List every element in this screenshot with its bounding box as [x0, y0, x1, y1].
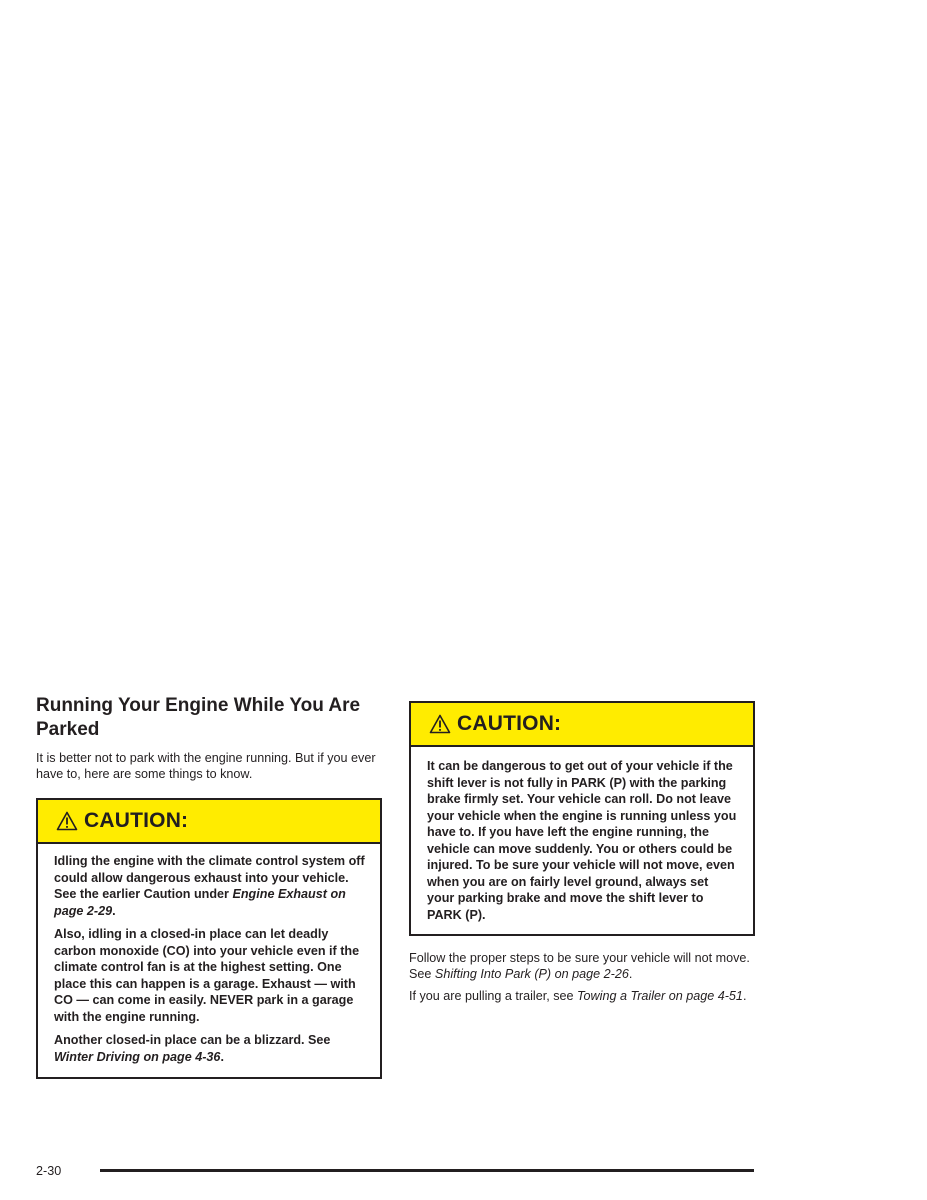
- caution-header-right: [411, 703, 753, 747]
- follow-steps-paragraph: [409, 950, 755, 982]
- caution-left-paragraph-3: [54, 1032, 366, 1065]
- section-intro: It is better not to park with the engine running. But if you ever have to, here are some things to know.: [36, 751, 376, 781]
- cross-reference-towing-trailer[interactable]: Towing a Trailer on page 4-51: [577, 989, 743, 1003]
- caution-body-right: [411, 747, 753, 934]
- cross-reference-shifting-into-park[interactable]: Shifting Into Park (P) on page 2-26: [434, 967, 629, 981]
- caution-left-p1-text: Idling the engine with the climate control system off could allow dangerous exhaust into your vehicle. See the earlier Caution under: [54, 854, 365, 901]
- section-heading: Running Your Engine While You Are Parked: [36, 695, 361, 740]
- trailer-paragraph: [409, 988, 755, 1004]
- caution-left-p3-end: .: [220, 1049, 224, 1064]
- caution-left-paragraph-2: Also, idling in a closed-in place can let deadly carbon monoxide (CO) into your vehicle even if the climate control fan is at the highest setting. One place this can happen is a garage. Exhaust — with CO — can come in easily. NEVER park in a garage with the engine running.: [54, 927, 360, 1024]
- caution-body-left: [38, 844, 380, 1077]
- caution-header-left: [38, 800, 380, 844]
- caution-left-p3-text: Another closed-in place can be a blizzard. See: [54, 1033, 331, 1047]
- footer-rule: [100, 1169, 754, 1172]
- caution-box-left: [36, 798, 382, 1079]
- warning-triangle-icon: [429, 714, 451, 734]
- caution-box-right: [409, 701, 755, 936]
- cross-reference-winter-driving[interactable]: Winter Driving on page 4-36: [54, 1049, 221, 1064]
- caution-left-p1-end: .: [112, 903, 116, 918]
- caution-label-left: CAUTION:: [84, 809, 189, 832]
- follow-p2-text: If you are pulling a trailer, see: [409, 989, 578, 1003]
- caution-label-right: CAUTION:: [457, 712, 562, 735]
- follow-p1-end: .: [628, 967, 633, 981]
- caution-right-paragraph-1: It can be dangerous to get out of your vehicle if the shift lever is not fully in PARK (P) with the parking brake firmly set. Your vehicle can roll. Do not leave your vehicle when the engine is running unless you have to. If you have left the engine running, the vehicle can move suddenly. You or others could be injured. To be sure your vehicle will not move, even when you are on fairly level ground, always set your parking brake and move the shift lever to PARK (P).: [427, 759, 737, 922]
- page-number: 2-30: [36, 1164, 62, 1178]
- right-column: [409, 701, 755, 1010]
- follow-p2-end: .: [742, 989, 747, 1003]
- warning-triangle-icon: [56, 811, 78, 831]
- left-column: [36, 694, 382, 1079]
- caution-left-paragraph-1: [54, 853, 366, 919]
- cross-reference-engine-exhaust[interactable]: Engine Exhaust on page 2-29: [54, 887, 346, 918]
- follow-p1-text: Follow the proper steps to be sure your vehicle will not move. See: [409, 951, 750, 981]
